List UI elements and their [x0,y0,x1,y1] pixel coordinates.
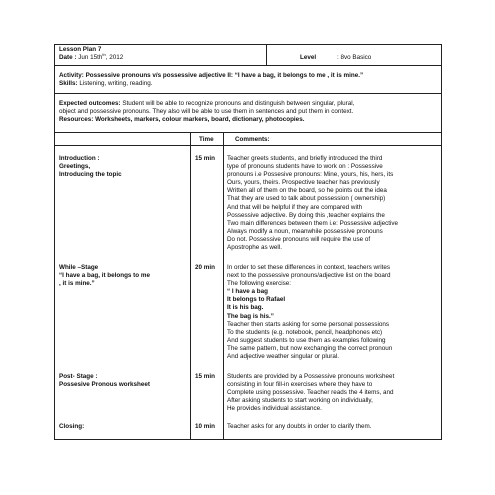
stage-intro-comments [227,155,398,252]
date-label: Date : [59,54,77,61]
outcomes-rule [55,132,441,133]
stage-while-time: 20 min [195,264,215,271]
comment-line: Possessive adjective. By doing this ,teacher explains the [227,211,385,219]
comment-line: After asking students to start working on individually, [227,397,373,405]
outcomes-label: Expected outcomes: [59,100,121,107]
activity-text: Possessive pronouns v/s possessive adjective II: “I have a bag, it belongs to me , it is mine.” [85,72,364,79]
comment-line: Do not. Possessive pronouns will require the use of [227,235,371,243]
stage-post-time: 15 min [195,373,215,380]
date-year: , 2012 [105,54,124,61]
comment-line: pronouns i.e Possesive pronouns: Mine, yours, his, hers, its [227,171,394,179]
activity-label: Activity: [59,72,84,79]
level-label: Level [300,54,317,61]
header-divider [266,45,267,65]
time-header: Time [199,136,214,143]
comment-line: And adjective weather singular or plural. [227,353,340,361]
comments-header: Comments: [235,136,270,143]
stage-name-line: “I have a bag, it belongs to me [59,272,150,280]
stage-while-comments [227,264,392,361]
stage-while-name [59,264,150,288]
skills-text: Listening, writing, reading. [79,80,153,87]
outcomes-line: Student will be able to recognize pronouns and distinguish between singular, plural, [122,100,355,107]
stage-name-line: Greetings, [59,163,91,171]
comment-line: Two main differences between them i.e: Possessive adjective [227,219,399,227]
stage-intro-name [59,155,122,179]
comment-line: Teacher asks for any doubts in order to clarify them. [227,423,372,430]
table-divider-1 [190,132,191,439]
resources-label: Resources: [59,116,94,124]
comment-line: Always modify a noun, meanwhile possessive pronouns [227,227,383,235]
stage-name-line: While –Stage [59,264,99,271]
comment-line: consisting in four fill-in exercises where they have to [227,381,373,389]
stage-intro-time: 15 min [195,155,215,162]
table-divider-2 [223,132,224,439]
stage-closing-time: 10 min [195,423,215,430]
comment-line: Ours, yours, theirs. Prospective teacher has previously [227,179,380,187]
skills-line [59,80,152,88]
comment-line: Complete using possessive. Teacher reads the 4 items, and [227,389,394,397]
comment-line: Teacher greets students, and briefly introduced the third [227,155,383,162]
lesson-plan-title: Lesson Plan 7 [59,46,102,53]
table-header-rule [55,145,441,146]
comment-line: In order to set these differences in context, teachers writes [227,264,390,271]
comment-line: The following exercise: [227,280,292,288]
outcomes-block [59,100,354,124]
lesson-plan-document [54,44,442,440]
comment-line: next to the possessive pronouns/adjective list on the board [227,272,391,280]
comment-line: Students are provided by a Possessive pronouns worksheet [227,373,395,380]
activity-rule [55,93,441,94]
comment-line: The same pattern, but now exchanging the correct pronoun [227,344,393,352]
stage-closing-name [59,423,84,431]
resources-text: Worksheets, markers, colour markers, board, dictionary, photocopies. [95,116,305,124]
comment-line: To the students (e.g. notebook, pencil, headphones etc) [227,328,383,336]
outcomes-line: object and possessive pronouns. They also will be able to use them in sentences and put them in context. [59,108,354,116]
date-value: Jun 15th [78,54,103,61]
stage-name-line: , it is mine.” [59,280,95,288]
comment-line: type of pronouns students have to work on : Possessive [227,163,383,171]
skills-label: Skills: [59,80,78,87]
comment-line: It belongs to Rafael [227,296,286,304]
stage-post-comments [227,373,394,413]
stage-name-line: Introduction : [59,155,100,162]
comment-line: Teacher then starts asking for some personal possessions [227,320,390,328]
stage-name-line: Introducing the topic [59,171,122,179]
comment-line: Written all of them on the board, so he points out the idea [227,187,387,195]
stage-name-line: Post- Stage : [59,373,98,380]
stage-name-line: Closing: [59,423,85,430]
header-rule [55,65,441,66]
comment-line: It is his bag. [227,304,264,312]
comment-line: He provides individual assistance. [227,405,322,413]
comment-line: And suggest students to use them as examples following [227,336,386,344]
comment-line: Apostrophe as well. [227,244,282,252]
stage-post-name [59,373,150,389]
level-value: : 8vo Basico [337,54,372,61]
comment-line: That they are used to talk about possession ( ownership) [227,195,386,203]
stage-name-line: Possesive Pronous worksheet [59,381,150,389]
activity-line [59,72,363,80]
comment-line: The bag is his.” [227,312,274,320]
comment-line: And that will be helpful if they are compared with [227,203,363,211]
comment-line: “ I have a bag [227,288,268,296]
date-line [59,51,124,62]
stage-closing-comments [227,423,372,431]
date-sup: th [102,51,106,57]
